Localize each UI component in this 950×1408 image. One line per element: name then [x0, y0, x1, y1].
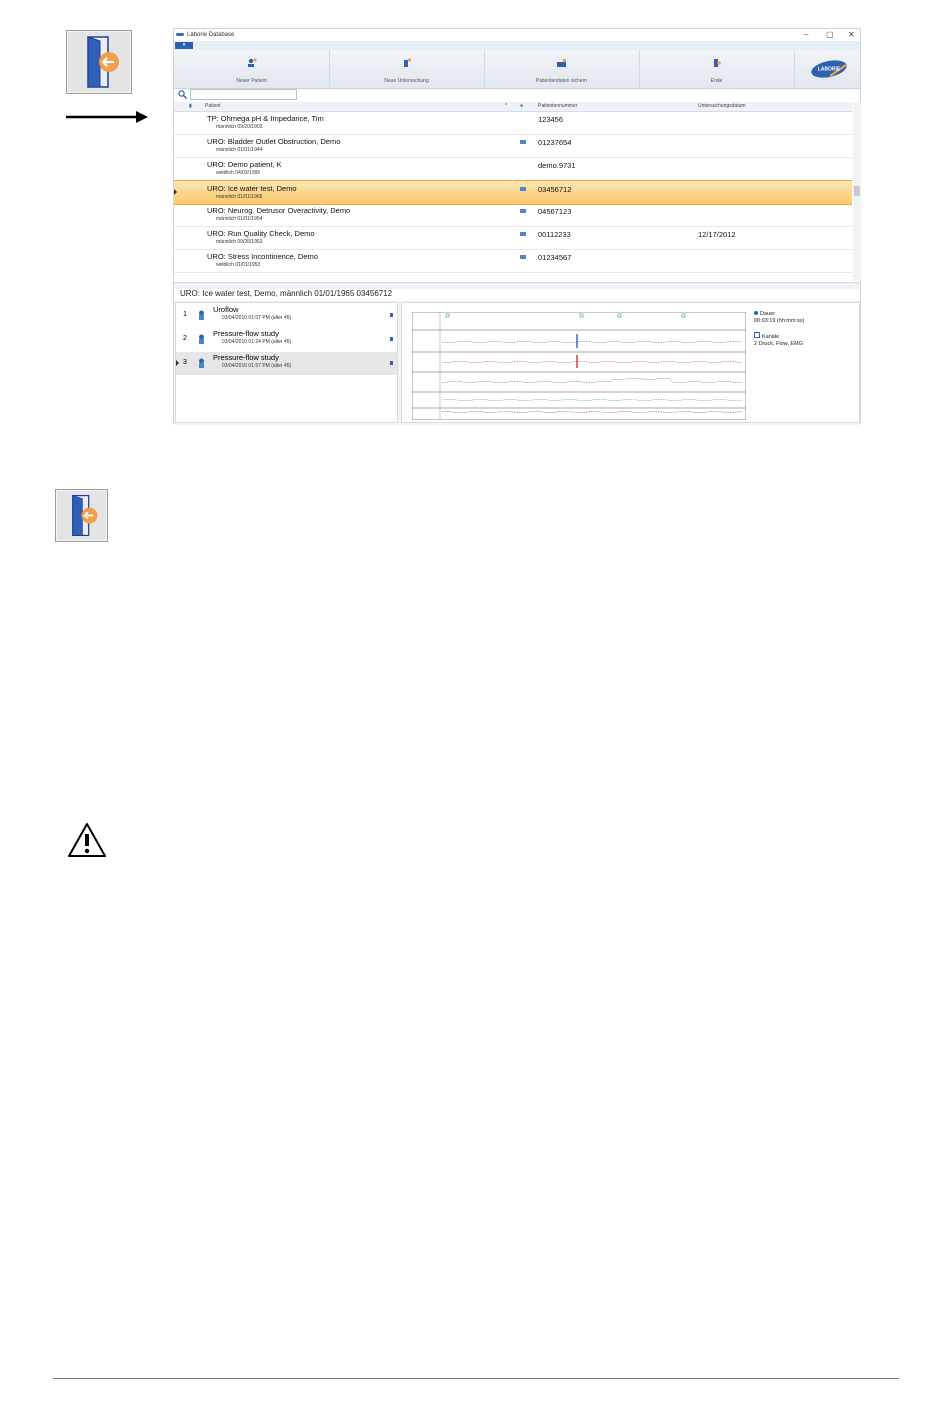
patient-number: 00112233 [538, 230, 571, 239]
row-marker-icon [176, 360, 179, 366]
channels-label: Kanäle [762, 334, 780, 340]
laborie-logo [810, 59, 848, 79]
patient-sex-birthdate: männlich 01/01/1965 [216, 194, 263, 200]
app-menu-button[interactable]: ▾ [175, 42, 193, 49]
duration-icon [754, 311, 758, 315]
exam-list [175, 302, 398, 423]
exam-name: Pressure-flow study [213, 353, 279, 362]
app-window [173, 28, 861, 424]
exit-door-icon-small-standalone [55, 489, 108, 542]
exam-name: Uroflow [213, 305, 239, 314]
exam-item[interactable] [176, 352, 397, 375]
patient-number: 123456 [538, 115, 564, 124]
laborie-logo-text: LABORIE [817, 66, 841, 73]
warning-icon [67, 822, 107, 858]
exam-datetime: 03/04/2010 01:24 PM (alter 45) [222, 339, 292, 345]
exam-date: 12/17/2012 [698, 230, 736, 239]
patient-number: 03456712 [538, 185, 572, 194]
exam-datetime: 03/04/2010 01:07 PM (alter 45) [222, 315, 292, 321]
exam-item[interactable] [176, 304, 397, 327]
bookmark-icon[interactable]: ▮ [189, 103, 192, 109]
exam-exists-icon [520, 255, 526, 259]
patient-row[interactable] [174, 180, 852, 205]
pane-splitter[interactable] [174, 282, 860, 289]
exit-door-icon-large [66, 30, 132, 94]
exam-column-icon[interactable]: ■ [520, 103, 524, 109]
exit-label: Ende [710, 78, 723, 84]
menu-bar [174, 41, 860, 50]
patient-row[interactable] [174, 111, 852, 135]
patient-number: 01237654 [538, 138, 572, 147]
flag-icon [390, 313, 393, 317]
exam-number: 2 [183, 335, 187, 342]
detail-pane [174, 301, 860, 425]
channels-icon [754, 332, 760, 338]
patient-sex-birthdate: weiblich 01/01/1953 [216, 262, 261, 268]
column-patient-number[interactable]: Patientennummer [538, 103, 578, 109]
exam-info [754, 311, 804, 348]
flag-icon [390, 361, 393, 365]
exam-datetime: 03/04/2010 01:57 PM (alter 45) [222, 363, 292, 369]
plot-frame [412, 312, 746, 420]
scrollbar-thumb[interactable] [854, 186, 860, 196]
exam-exists-icon [520, 140, 526, 144]
patient-row[interactable] [174, 203, 852, 227]
patient-sex-birthdate: männlich 09/26/1963 [216, 239, 263, 245]
exam-trace-plot [412, 312, 746, 420]
new-patient-icon [247, 58, 257, 68]
save-patient-data-label: Patientendaten sichern [535, 78, 588, 84]
flag-icon [390, 337, 393, 341]
exam-exists-icon [520, 187, 526, 191]
patient-sex-birthdate: männlich 01/01/1944 [216, 147, 263, 153]
patient-number: demo.9731 [538, 161, 576, 170]
patient-row[interactable] [174, 157, 852, 181]
sort-icon[interactable]: ^ [505, 103, 508, 109]
save-data-icon [557, 58, 567, 68]
patient-sex-birthdate: männlich 09/20/1903 [216, 124, 263, 130]
patient-name: URO: Demo patient, K [207, 160, 282, 169]
duration-value: 00:03:19 (hh:mm:ss) [754, 318, 805, 324]
exit-door-icon [56, 490, 107, 541]
patient-name: URO: Neurog. Detrusor Overactivity, Demo [207, 206, 351, 215]
patient-name: URO: Bladder Outlet Obstruction, Demo [207, 137, 341, 146]
exam-item[interactable] [176, 328, 397, 351]
patient-name: URO: Ice water test, Demo [207, 184, 297, 193]
column-patient[interactable]: Patient [205, 103, 221, 109]
minimize-button[interactable]: – [804, 30, 809, 39]
arrow-right-icon [66, 110, 148, 124]
exam-name: Pressure-flow study [213, 329, 279, 338]
restore-button[interactable]: ▢ [826, 30, 834, 39]
patient-number: 04567123 [538, 207, 572, 216]
save-patient-data-button[interactable] [484, 50, 640, 88]
exam-type-icon [197, 310, 206, 320]
exam-number: 1 [183, 311, 187, 318]
patient-sex-birthdate: männlich 01/01/1954 [216, 216, 263, 222]
search-icon[interactable] [178, 90, 187, 99]
footer-rule [53, 1378, 899, 1379]
vertical-scrollbar[interactable] [853, 102, 861, 281]
exit-door-icon-small [712, 58, 722, 68]
new-patient-label: Neuer Patient [236, 78, 267, 84]
patient-name: URO: Stress Incontinence, Demo [207, 252, 318, 261]
new-exam-button[interactable] [329, 50, 485, 88]
patient-row[interactable] [174, 249, 852, 273]
patient-number: 01234567 [538, 253, 572, 262]
new-patient-button[interactable] [174, 50, 330, 88]
new-exam-label: Neue Untersuchung [384, 78, 429, 84]
patient-row[interactable] [174, 134, 852, 158]
close-button[interactable]: ✕ [848, 30, 855, 39]
exam-type-icon [197, 358, 206, 368]
patient-name: URO: Run Quality Check, Demo [207, 229, 315, 238]
exit-button[interactable] [639, 50, 795, 88]
exam-type-icon [197, 334, 206, 344]
channels-value: 2 Druck, Flow, EMG [754, 341, 803, 347]
search-input[interactable] [190, 89, 297, 100]
exam-preview [401, 302, 860, 423]
exam-number: 3 [183, 359, 187, 366]
selected-patient-title: URO: Ice water test, Demo, männlich 01/01/1965 03456712 [180, 289, 393, 298]
duration-label: Dauer [760, 311, 775, 317]
patient-sex-birthdate: weiblich 04/03/1995 [216, 170, 261, 176]
patient-name: TP: Ohmega pH & Impedance, Tim [207, 114, 324, 123]
patient-row[interactable] [174, 226, 852, 250]
exam-exists-icon [520, 209, 526, 213]
column-exam-date[interactable]: Untersuchungsdatum [698, 103, 746, 109]
exit-door-icon [67, 31, 131, 93]
window-title: Laborie Database [187, 32, 235, 38]
title-bar [174, 29, 860, 41]
exam-exists-icon [520, 232, 526, 236]
new-exam-icon [402, 58, 412, 68]
row-marker-icon [174, 189, 177, 195]
search-row [174, 88, 860, 102]
toolbar [174, 50, 860, 89]
app-logo-icon [176, 33, 184, 36]
